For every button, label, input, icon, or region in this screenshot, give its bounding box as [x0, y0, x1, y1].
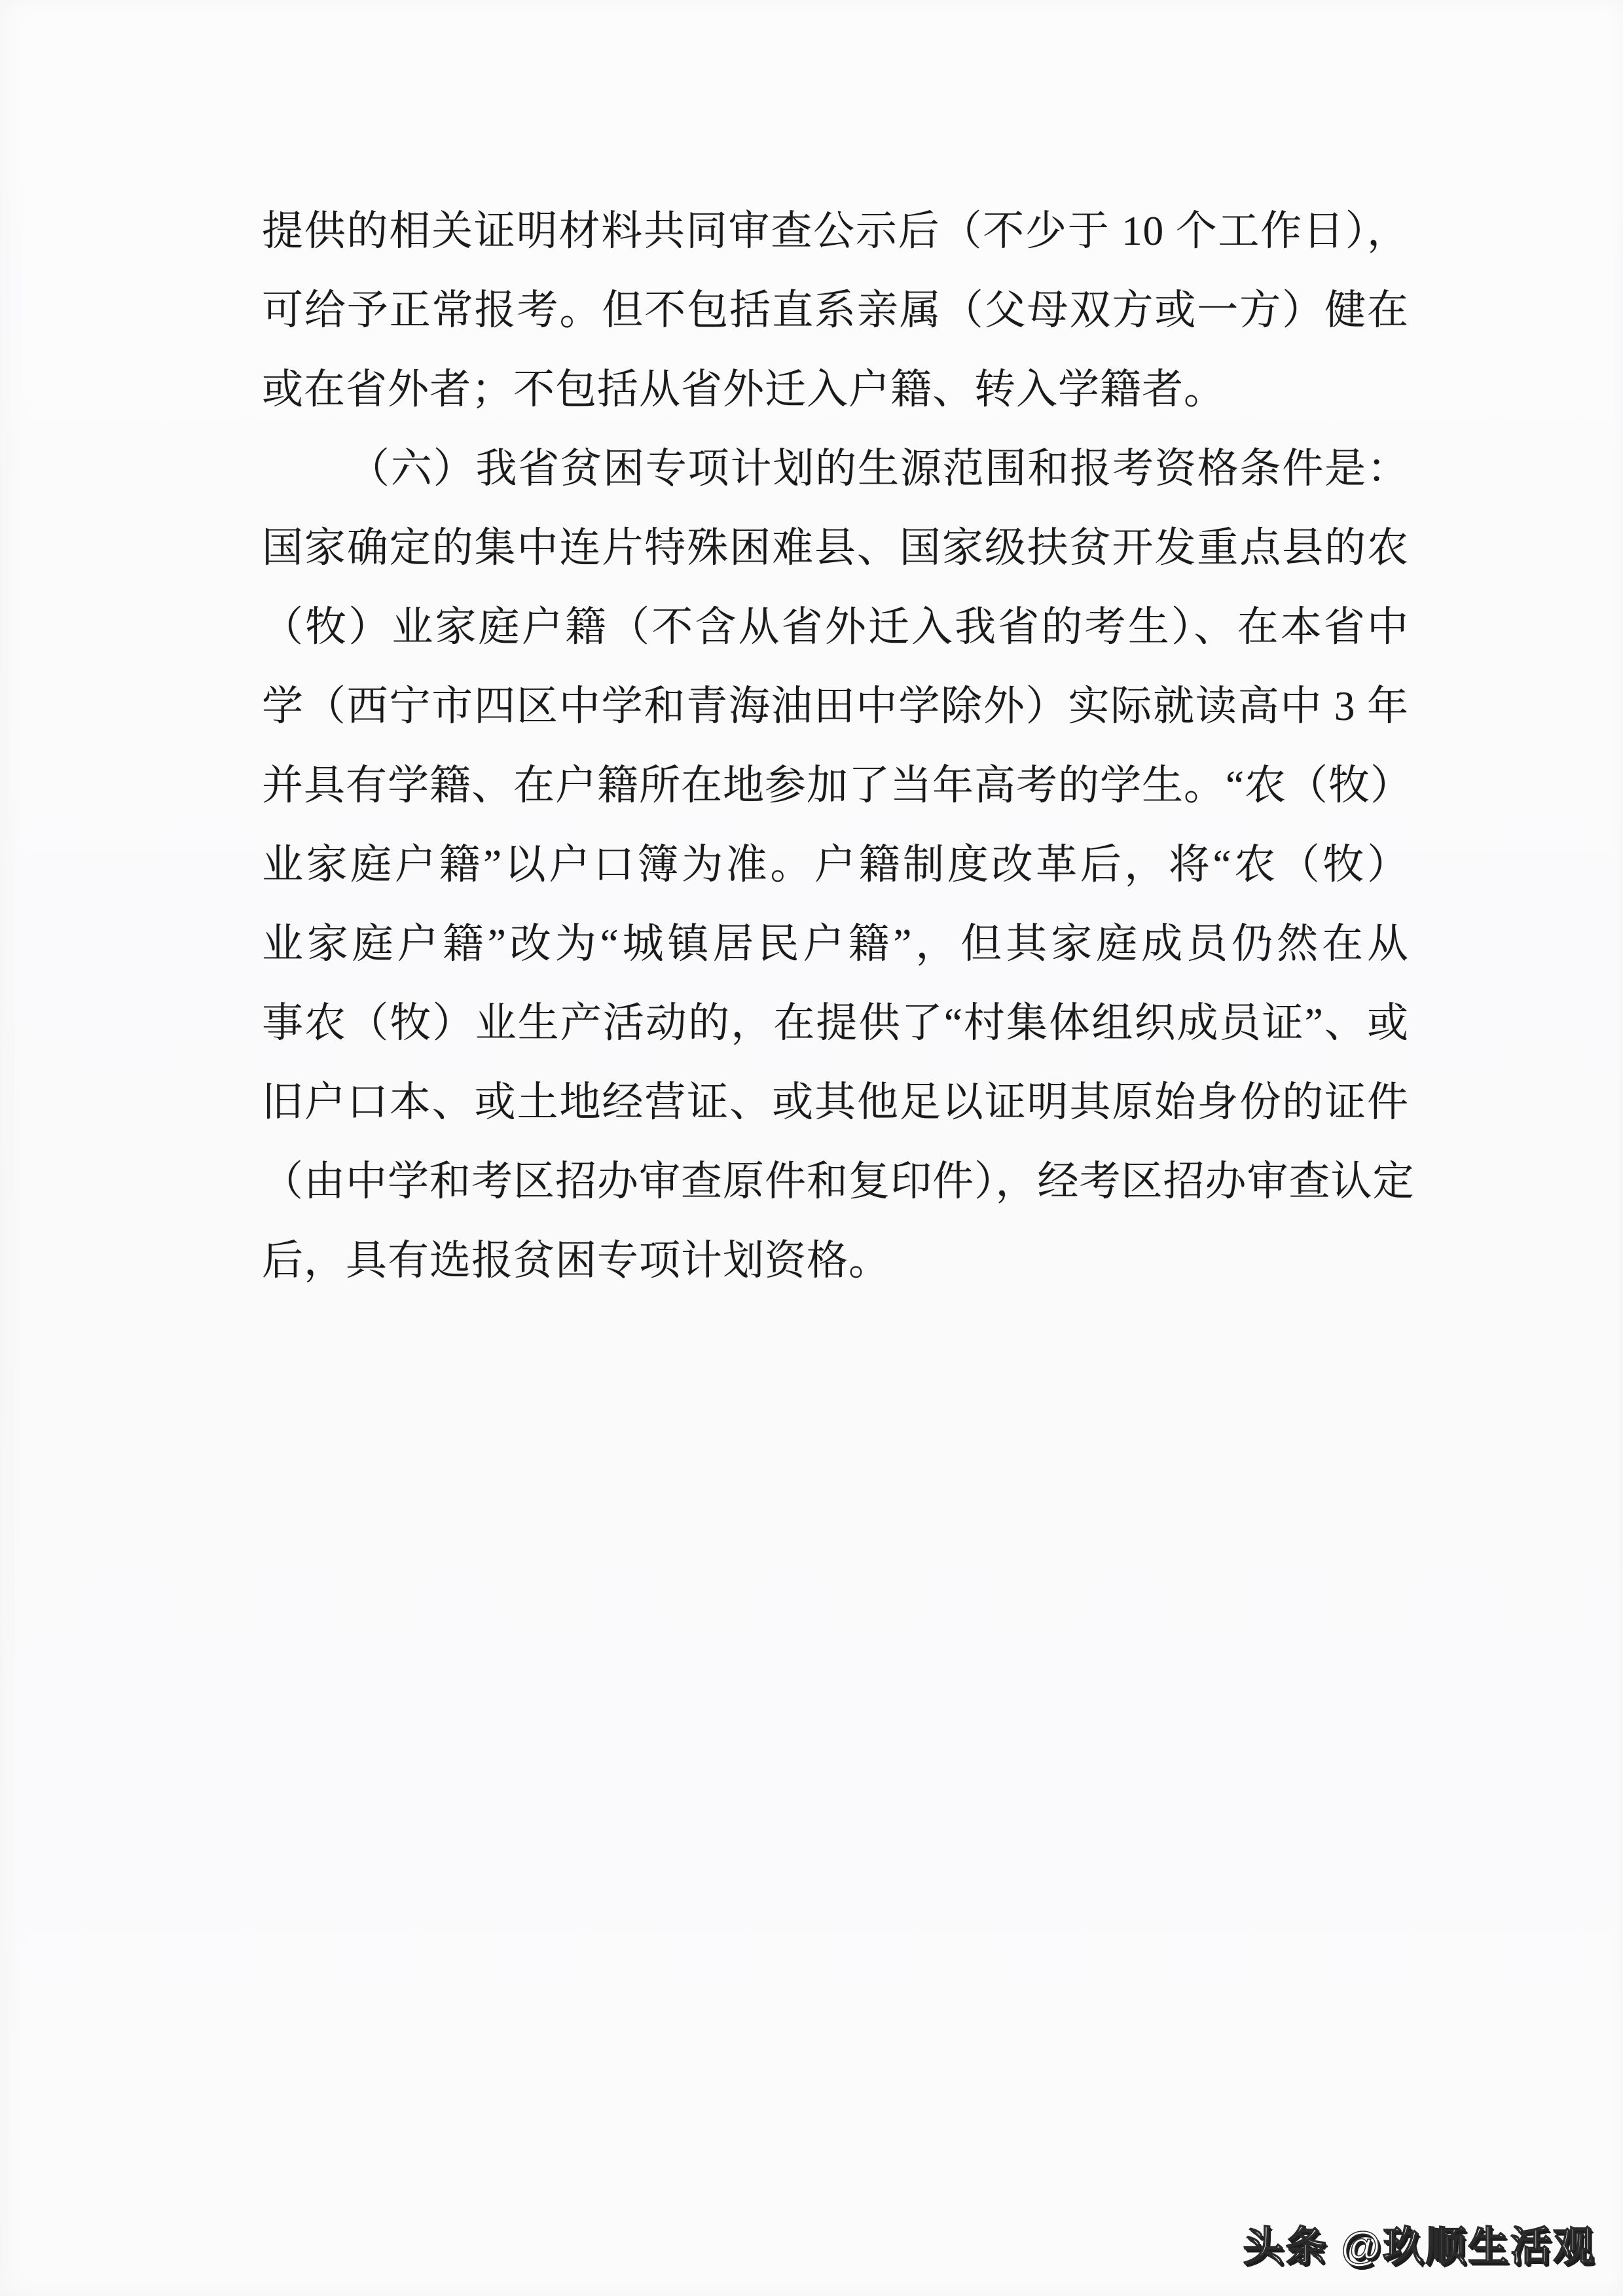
- text-line: （牧）业家庭户籍（不含从省外迁入我省的考生）、在本省中: [262, 604, 1409, 650]
- text-line: 或在省外者；不包括从省外迁入户籍、转入学籍者。: [262, 367, 1226, 412]
- text-line: 后，具有选报贫困专项计划资格。: [262, 1238, 890, 1283]
- text-line: 并具有学籍、在户籍所在地参加了当年高考的学生。“农（牧）: [262, 762, 1412, 808]
- text-line: 学（西宁市四区中学和青海油田中学除外）实际就读高中 3 年: [262, 683, 1409, 729]
- text-line: 业家庭户籍”以户口簿为准。户籍制度改革后，将“农（牧）: [262, 842, 1409, 888]
- text-line: 事农（牧）业生产活动的，在提供了“村集体组织成员证”、或: [262, 1000, 1409, 1046]
- text-line: 提供的相关证明材料共同审查公示后（不少于 10 个工作日），: [262, 208, 1409, 254]
- text-line: （由中学和考区招办审查原件和复印件），经考区招办审查认定: [262, 1158, 1415, 1204]
- text-line-section-heading: （六）我省贫困专项计划的生源范围和报考资格条件是：: [348, 446, 1409, 492]
- toutiao-watermark: 头条 @玖顺生活观: [1243, 2224, 1596, 2269]
- text-line: 业家庭户籍”改为“城镇居民户籍”，但其家庭成员仍然在从: [262, 921, 1409, 967]
- text-line: 可给予正常报考。但不包括直系亲属（父母双方或一方）健在: [262, 287, 1409, 333]
- text-line: 国家确定的集中连片特殊困难县、国家级扶贫开发重点县的农: [262, 525, 1409, 571]
- document-body-text: [262, 192, 1415, 1300]
- text-line: 旧户口本、或土地经营证、或其他足以证明其原始身份的证件: [262, 1079, 1409, 1125]
